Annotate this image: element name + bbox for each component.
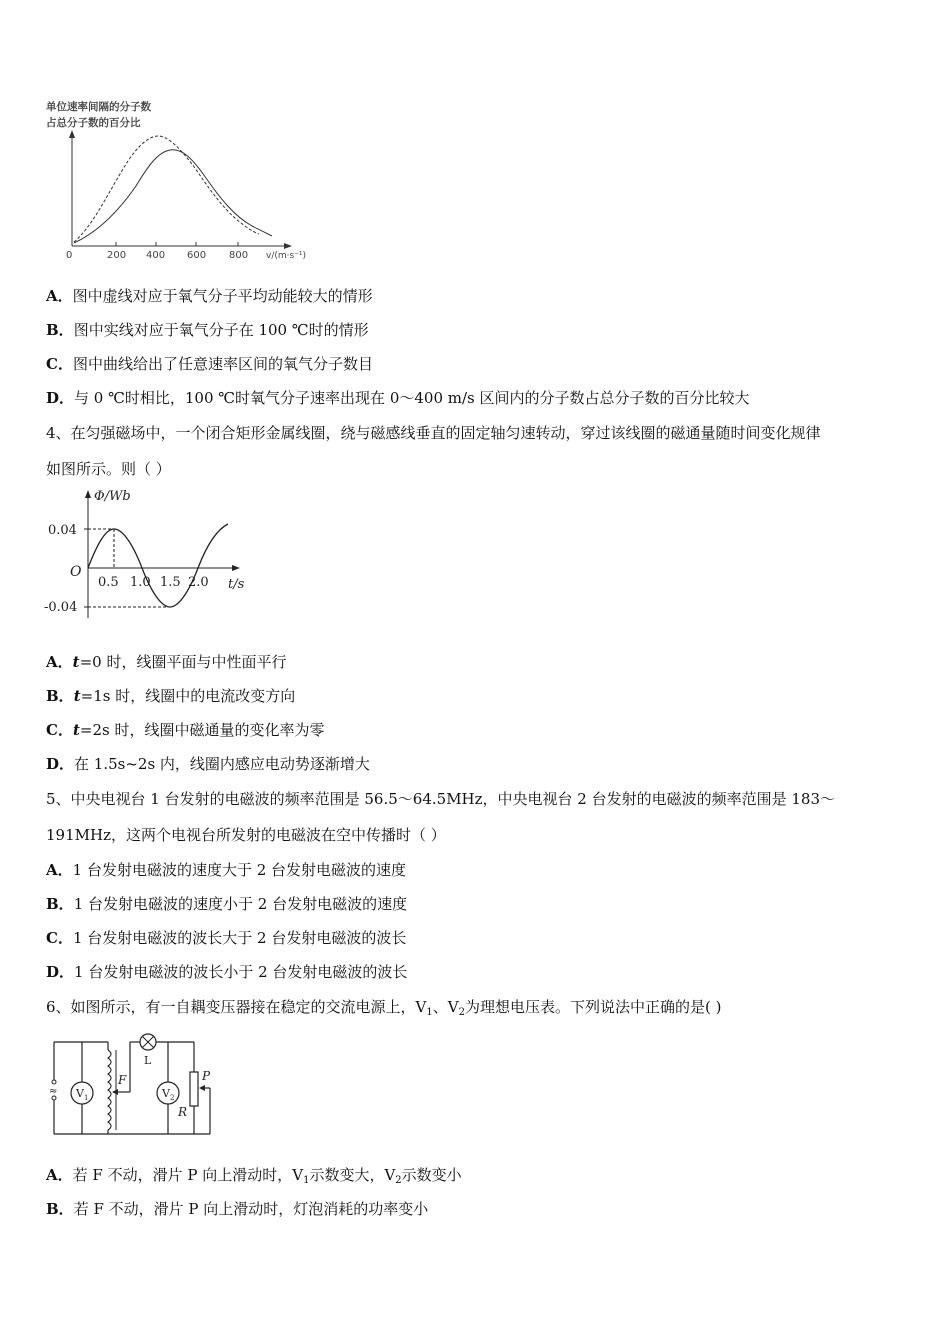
q5-option-a-text: 1 台发射电磁波的速度大于 2 台发射电磁波的速度: [72, 861, 407, 879]
q3-option-b[interactable]: [46, 320, 369, 340]
q6-lamp-label-l: L: [144, 1054, 152, 1067]
q6-rheostat: [190, 1072, 198, 1106]
q6-stem-sub1: 1: [426, 1007, 433, 1018]
q6-resistor-label-r: R: [178, 1105, 188, 1119]
q4-y-arrow: [85, 490, 91, 498]
q4-flux-time-figure: [40, 486, 260, 626]
q3-option-a-text: 图中虚线对应于氧气分子平均动能较大的情形: [72, 287, 373, 305]
q3-xlabel: v/(m·s⁻¹): [266, 251, 307, 261]
q6-option-a-letter: A．: [46, 1166, 73, 1184]
q4-y-top-label: 0.04: [48, 523, 77, 538]
q4-option-d-text: 在 1.5s~2s 内，线圈内感应电动势逐渐增大: [74, 755, 370, 773]
q4-stem-line1: 4、在匀强磁场中，一个闭合矩形金属线圈，绕与磁感线垂直的固定轴匀速转动，穿过该线圈的磁通量随时间变化规律: [46, 424, 821, 442]
q4-option-c-text: =2s 时，线圈中磁通量的变化率为零: [79, 721, 325, 739]
q4-option-a-text: =0 时，线圈平面与中性面平行: [79, 653, 287, 671]
q4-ylabel: Φ/Wb: [94, 489, 131, 504]
q3-y-arrow: [69, 130, 75, 138]
q3-tick-label-600: 600: [187, 250, 207, 261]
q3-option-a[interactable]: [46, 286, 373, 306]
q6-option-a-sub2: 2: [395, 1175, 402, 1186]
q3-ylabel-line2: 占总分子数的百分比: [46, 117, 141, 129]
q4-y-bottom-label: -0.04: [44, 600, 78, 615]
q6-v1-letter: V: [76, 1087, 84, 1100]
q4-option-c[interactable]: [46, 720, 324, 740]
q5-option-b-text: 1 台发射电磁波的速度小于 2 台发射电磁波的速度: [73, 895, 408, 913]
q6-source-symbol: ≈: [49, 1086, 58, 1097]
q6-tap-arrow: [112, 1089, 118, 1095]
q4-x-tick-1.5: 1.5: [160, 575, 181, 590]
q3-dashed-curve: [74, 136, 259, 242]
q4-flux-curve: [88, 524, 228, 607]
q4-figure-svg: [40, 486, 260, 626]
q3-option-b-letter: B．: [46, 321, 74, 339]
q5-option-c-letter: C．: [46, 929, 73, 947]
q4-option-b-text: =1s 时，线圈中的电流改变方向: [80, 687, 296, 705]
q4-origin-label: O: [70, 564, 82, 580]
q4-option-b-letter: B．: [46, 687, 74, 705]
q6-tap-label-f: F: [118, 1073, 127, 1087]
q5-option-b-letter: B．: [46, 895, 74, 913]
q4-x-tick-2.0: 2.0: [188, 575, 209, 590]
q4-option-a[interactable]: [46, 652, 286, 672]
q3-option-c[interactable]: [46, 354, 373, 374]
q3-option-c-text: 图中曲线给出了任意速率区间的氧气分子数目: [72, 355, 373, 373]
q3-tick-label-200: 200: [107, 250, 127, 261]
q5-option-b[interactable]: [46, 894, 407, 914]
q6-v1-sub: 1: [83, 1094, 89, 1102]
q4-x-arrow: [232, 565, 240, 571]
q3-ylabel-line1: 单位速率间隔的分子数: [46, 101, 151, 113]
q4-option-d-letter: D．: [46, 755, 75, 773]
q5-stem-line2: 191MHz，这两个电视台所发射的电磁波在空中传播时（ ）: [46, 826, 446, 844]
q6-stem-part2: 、V: [432, 998, 459, 1016]
q3-option-c-letter: C．: [46, 355, 73, 373]
q6-slider-arrow: [199, 1085, 205, 1091]
q5-option-a-letter: A．: [46, 861, 73, 879]
q6-v2-letter: V: [162, 1087, 170, 1100]
q3-option-d-letter: D．: [46, 389, 75, 407]
q6-stem-sub2: 2: [458, 1007, 465, 1018]
q6-source-terminal-top: [52, 1080, 56, 1084]
q4-option-b[interactable]: [46, 686, 295, 706]
q6-option-a-part1: 若 F 不动，滑片 P 向上滑动时，V: [72, 1166, 304, 1184]
q4-x-tick-1.0: 1.0: [130, 575, 151, 590]
q4-option-a-var: t: [72, 653, 80, 671]
q3-x-arrow: [284, 243, 292, 249]
q5-option-d[interactable]: [46, 962, 407, 982]
q5-option-d-text: 1 台发射电磁波的波长小于 2 台发射电磁波的波长: [74, 963, 408, 981]
q4-x-tick-0.5: 0.5: [98, 575, 119, 590]
q3-figure-svg: [40, 96, 310, 266]
q3-tick-label-400: 400: [146, 250, 166, 261]
q3-option-d[interactable]: [46, 388, 750, 408]
q4-option-c-letter: C．: [46, 721, 73, 739]
q3-solid-curve: [74, 150, 272, 243]
q4-xlabel: t/s: [228, 577, 245, 592]
q6-option-a-part2: 示数变大，V: [309, 1166, 396, 1184]
q4-stem-line2: 如图所示。则（ ）: [46, 460, 171, 478]
q5-option-a[interactable]: [46, 860, 406, 880]
q6-stem-part3: 为理想电压表。下列说法中正确的是( ): [464, 998, 722, 1016]
q6-circuit-svg: [44, 1030, 224, 1145]
q6-circuit-figure: [44, 1030, 224, 1145]
q4-option-c-var: t: [72, 721, 80, 739]
q4-option-d[interactable]: [46, 754, 370, 774]
q6-stem: [46, 997, 721, 1017]
q4-option-a-letter: A．: [46, 653, 73, 671]
q5-option-c-text: 1 台发射电磁波的波长大于 2 台发射电磁波的波长: [72, 929, 407, 947]
q3-option-d-text: 与 0 ℃时相比，100 ℃时氧气分子速率出现在 0～400 m/s 区间内的分子数占总分子数的百分比较大: [74, 389, 750, 407]
q6-stem-part1: 6、如图所示，有一自耦变压器接在稳定的交流电源上，V: [46, 998, 427, 1016]
q4-option-b-var: t: [73, 687, 81, 705]
q3-tick-label-0: 0: [66, 250, 73, 261]
q6-option-b-text: 若 F 不动，滑片 P 向上滑动时，灯泡消耗的功率变小: [73, 1200, 429, 1218]
q3-option-b-text: 图中实线对应于氧气分子在 100 ℃时的情形: [73, 321, 369, 339]
q6-option-a-part3: 示数变小: [401, 1166, 462, 1184]
q6-v2-sub: 2: [169, 1094, 175, 1102]
q6-option-b-letter: B．: [46, 1200, 74, 1218]
q3-speed-distribution-figure: [40, 96, 310, 266]
q5-option-c[interactable]: [46, 928, 406, 948]
q6-option-a[interactable]: [46, 1165, 462, 1185]
q3-option-a-letter: A．: [46, 287, 73, 305]
q3-tick-label-800: 800: [229, 250, 249, 261]
q6-slider-label-p: P: [202, 1069, 211, 1083]
q5-stem-line1: 5、中央电视台 1 台发射的电磁波的频率范围是 56.5～64.5MHz，中央电视台 2 台发射的电磁波的频率范围是 183～: [46, 790, 836, 808]
q6-option-a-sub1: 1: [303, 1175, 310, 1186]
q6-coil: [108, 1050, 111, 1130]
q6-option-b[interactable]: [46, 1199, 428, 1219]
q5-option-d-letter: D．: [46, 963, 75, 981]
